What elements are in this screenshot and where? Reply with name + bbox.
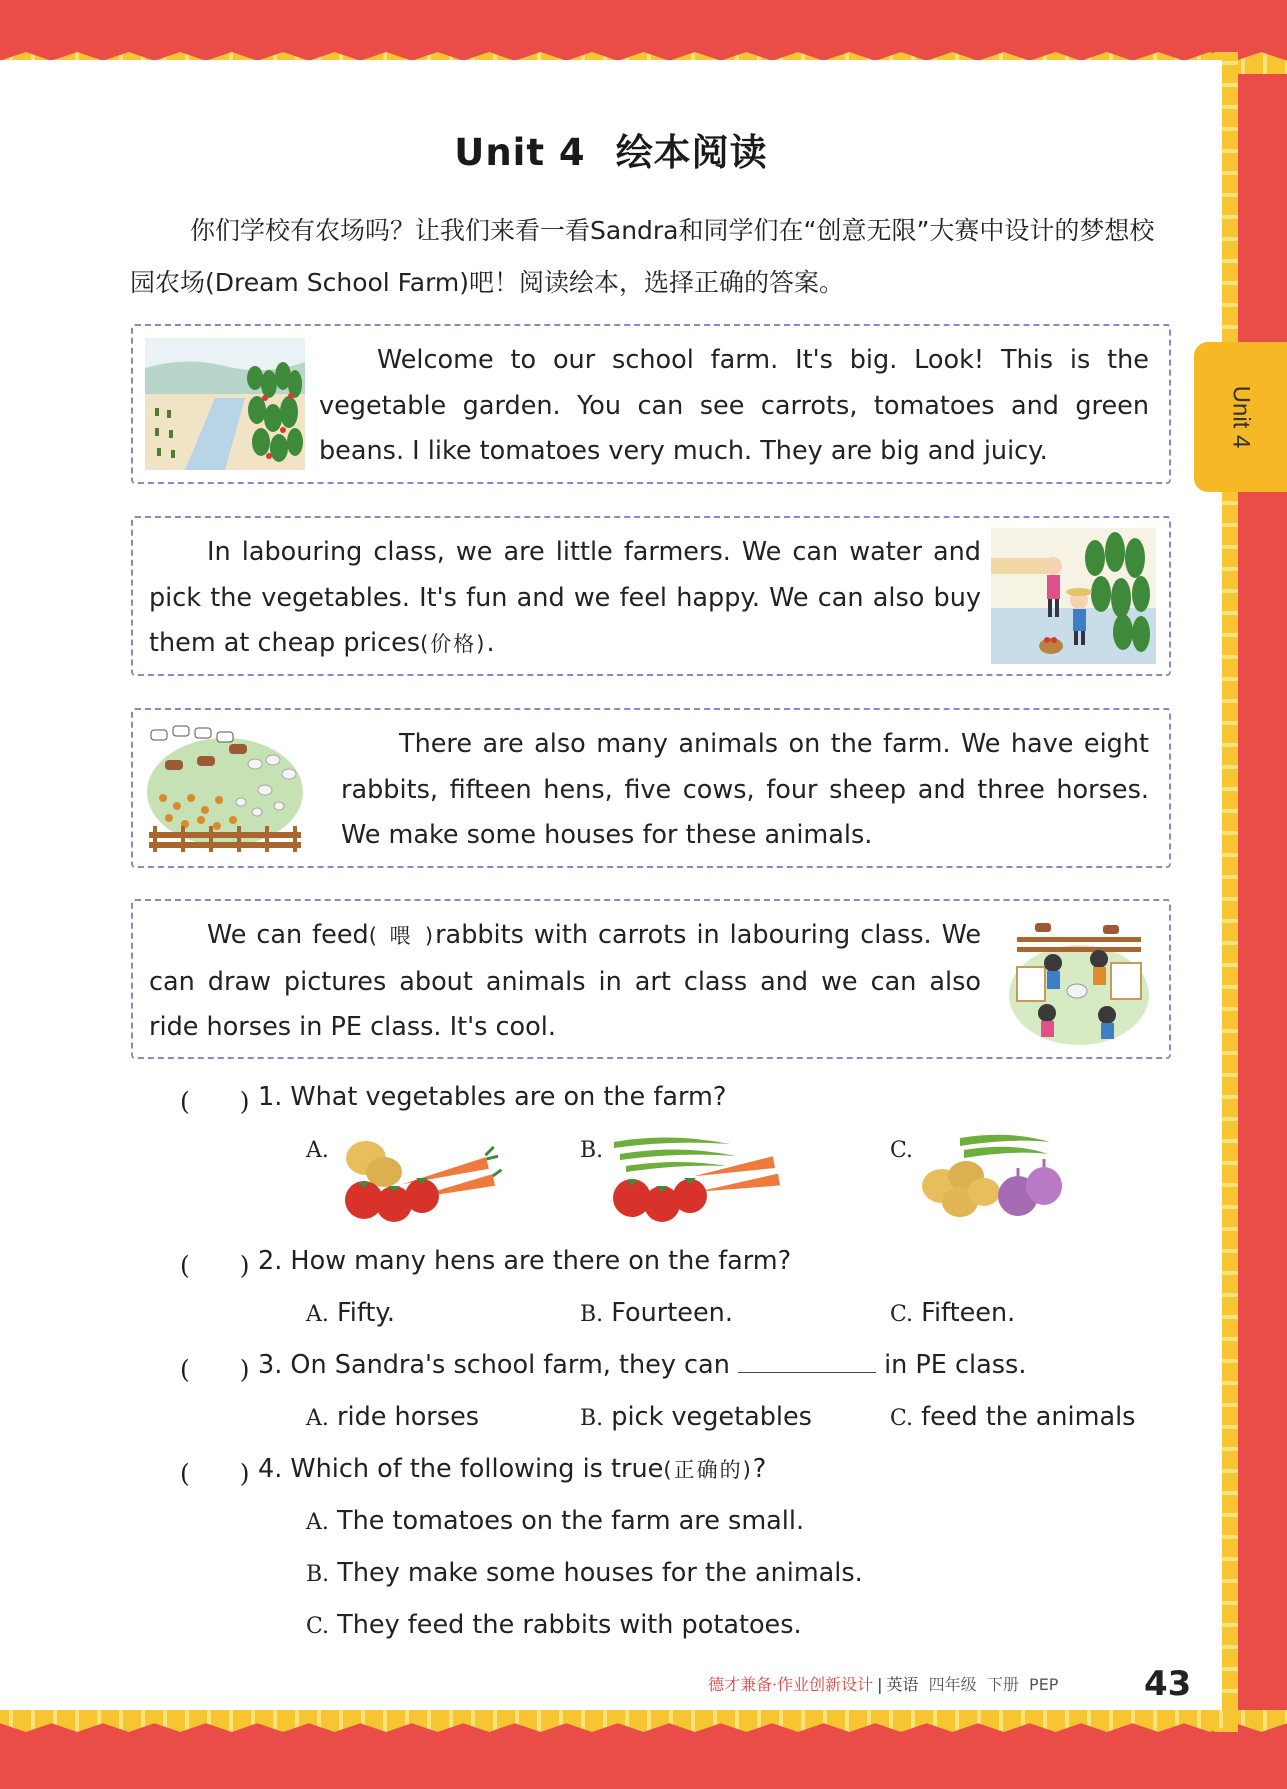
unit-side-tab-label: Unit 4 [1227, 385, 1255, 449]
answer-paren-4[interactable]: ( ) [180, 1459, 250, 1488]
intro-paragraph: 你们学校有农场吗？让我们来看一看Sandra和同学们在“创意无限”大赛中设计的梦想校园农场(Dream School Farm)吧！阅读绘本，选择正确的答案。 [130, 216, 1155, 297]
q4-option-a-text: The tomatoes on the farm are small. [337, 1506, 805, 1536]
q2-option-c[interactable] [890, 1298, 1015, 1328]
q2-option-a-text: Fifty. [337, 1298, 395, 1328]
footer-grade: 四年级 [928, 1675, 977, 1694]
page-footer: 德才兼备·作业创新设计 | 英语 四年级 下册 PEP [708, 1675, 1059, 1694]
q3-option-b-text: pick vegetables [611, 1402, 812, 1432]
q1-option-c-letter: C. [890, 1138, 914, 1163]
footer-volume: 下册 [986, 1675, 1019, 1694]
q3-option-c-text: feed the animals [921, 1402, 1136, 1432]
question-3-text-start: 3. On Sandra's school farm, they can [258, 1350, 730, 1380]
q3-option-a-text: ride horses [337, 1402, 480, 1432]
q4-option-b-text: They make some houses for the animals. [337, 1558, 863, 1588]
q3-option-c[interactable] [890, 1402, 1135, 1432]
answer-paren-1[interactable]: ( ) [180, 1087, 250, 1116]
q2-option-b-text: Fourteen. [611, 1298, 733, 1328]
passage-4-text [149, 913, 981, 1051]
passage-2-text [149, 530, 981, 668]
q2-option-b[interactable] [580, 1298, 733, 1328]
potatoes-beans-onions-picture[interactable] [920, 1128, 1070, 1224]
passage-box-2 [131, 516, 1171, 676]
passage-4-note: ( 喂 ) [368, 924, 436, 948]
question-4-text-start: 4. Which of the following is true [258, 1454, 664, 1484]
potatoes-tomatoes-carrots-picture[interactable] [342, 1128, 502, 1224]
farm-animals-illustration [145, 720, 305, 854]
q2-option-a-letter: A. [306, 1302, 329, 1327]
passage-3-text: There are also many animals on the farm. We have eight rabbits, fifteen hens, five cows, four sheep and three horses. We make some houses for these animals. [341, 729, 1149, 850]
q1-option-a-letter: A. [306, 1138, 329, 1163]
q1-option-b-letter: B. [580, 1138, 604, 1163]
children-picking-vegetables-illustration [991, 528, 1156, 664]
q2-option-c-letter: C. [890, 1302, 914, 1327]
q4-option-c-text: They feed the rabbits with potatoes. [337, 1610, 802, 1640]
question-2: 2. How many hens are there on the farm? [258, 1246, 792, 1276]
question-4-note: (正确的) [663, 1458, 753, 1482]
passage-2-text-end: . [486, 628, 495, 658]
children-drawing-animals-illustration [1007, 909, 1151, 1049]
passage-4-text-main: rabbits with carrots in labouring class. We can draw pictures about animals in art class and we can also ride horses in PE class. It's cool. [149, 920, 982, 1042]
q2-option-c-text: Fifteen. [921, 1298, 1016, 1328]
passage-box-4 [131, 899, 1171, 1059]
q2-option-b-letter: B. [580, 1302, 604, 1327]
footer-subject: 英语 [886, 1675, 919, 1694]
q4-option-a-letter: A. [306, 1510, 329, 1535]
unit-side-tab[interactable] [1194, 342, 1287, 492]
q3-option-c-letter: C. [890, 1406, 914, 1431]
q4-option-b-letter: B. [306, 1562, 330, 1587]
passage-box-3 [131, 708, 1171, 868]
page-title [0, 122, 1222, 176]
q3-option-a-letter: A. [306, 1406, 329, 1431]
question-1: 1. What vegetables are on the farm? [258, 1082, 727, 1112]
q4-option-c-letter: C. [306, 1614, 330, 1639]
q3-option-b-letter: B. [580, 1406, 604, 1431]
footer-edition: PEP [1029, 1675, 1059, 1694]
passage-4-text-start: We can feed [207, 920, 369, 950]
q3-option-a[interactable] [306, 1402, 479, 1432]
passage-2-text-main: In labouring class, we are little farmers. We can water and pick the vegetables. It's fun and we feel happy. We can also buy them at cheap prices [149, 537, 981, 658]
footer-brand: 德才兼备·作业创新设计 [708, 1675, 874, 1694]
title-subject: 绘本阅读 [615, 131, 768, 174]
answer-paren-3[interactable]: ( ) [180, 1355, 250, 1384]
passage-box-1 [131, 324, 1171, 484]
passage-2-note: (价格) [420, 632, 487, 656]
passage-1-text: Welcome to our school farm. It's big. Look! This is the vegetable garden. You can see carrots, tomatoes and green beans. I like tomatoes very much. They are big and juicy. [319, 345, 1149, 466]
beans-tomatoes-carrots-picture[interactable] [610, 1128, 780, 1224]
q4-option-b[interactable] [306, 1558, 863, 1588]
title-unit: Unit 4 [454, 131, 586, 174]
q3-option-b[interactable] [580, 1402, 812, 1432]
bottom-wavy-border [0, 1710, 1287, 1732]
q2-option-a[interactable] [306, 1298, 395, 1328]
fill-in-blank[interactable] [738, 1351, 876, 1373]
question-3 [258, 1350, 1026, 1380]
vegetable-garden-illustration [145, 338, 305, 470]
answer-paren-2[interactable]: ( ) [180, 1251, 250, 1280]
q4-option-a[interactable] [306, 1506, 804, 1536]
question-4-text-end: ? [752, 1454, 767, 1484]
question-4 [258, 1454, 766, 1484]
question-3-text-end: in PE class. [884, 1350, 1027, 1380]
q4-option-c[interactable] [306, 1610, 802, 1640]
page-number: 43 [1144, 1664, 1192, 1704]
